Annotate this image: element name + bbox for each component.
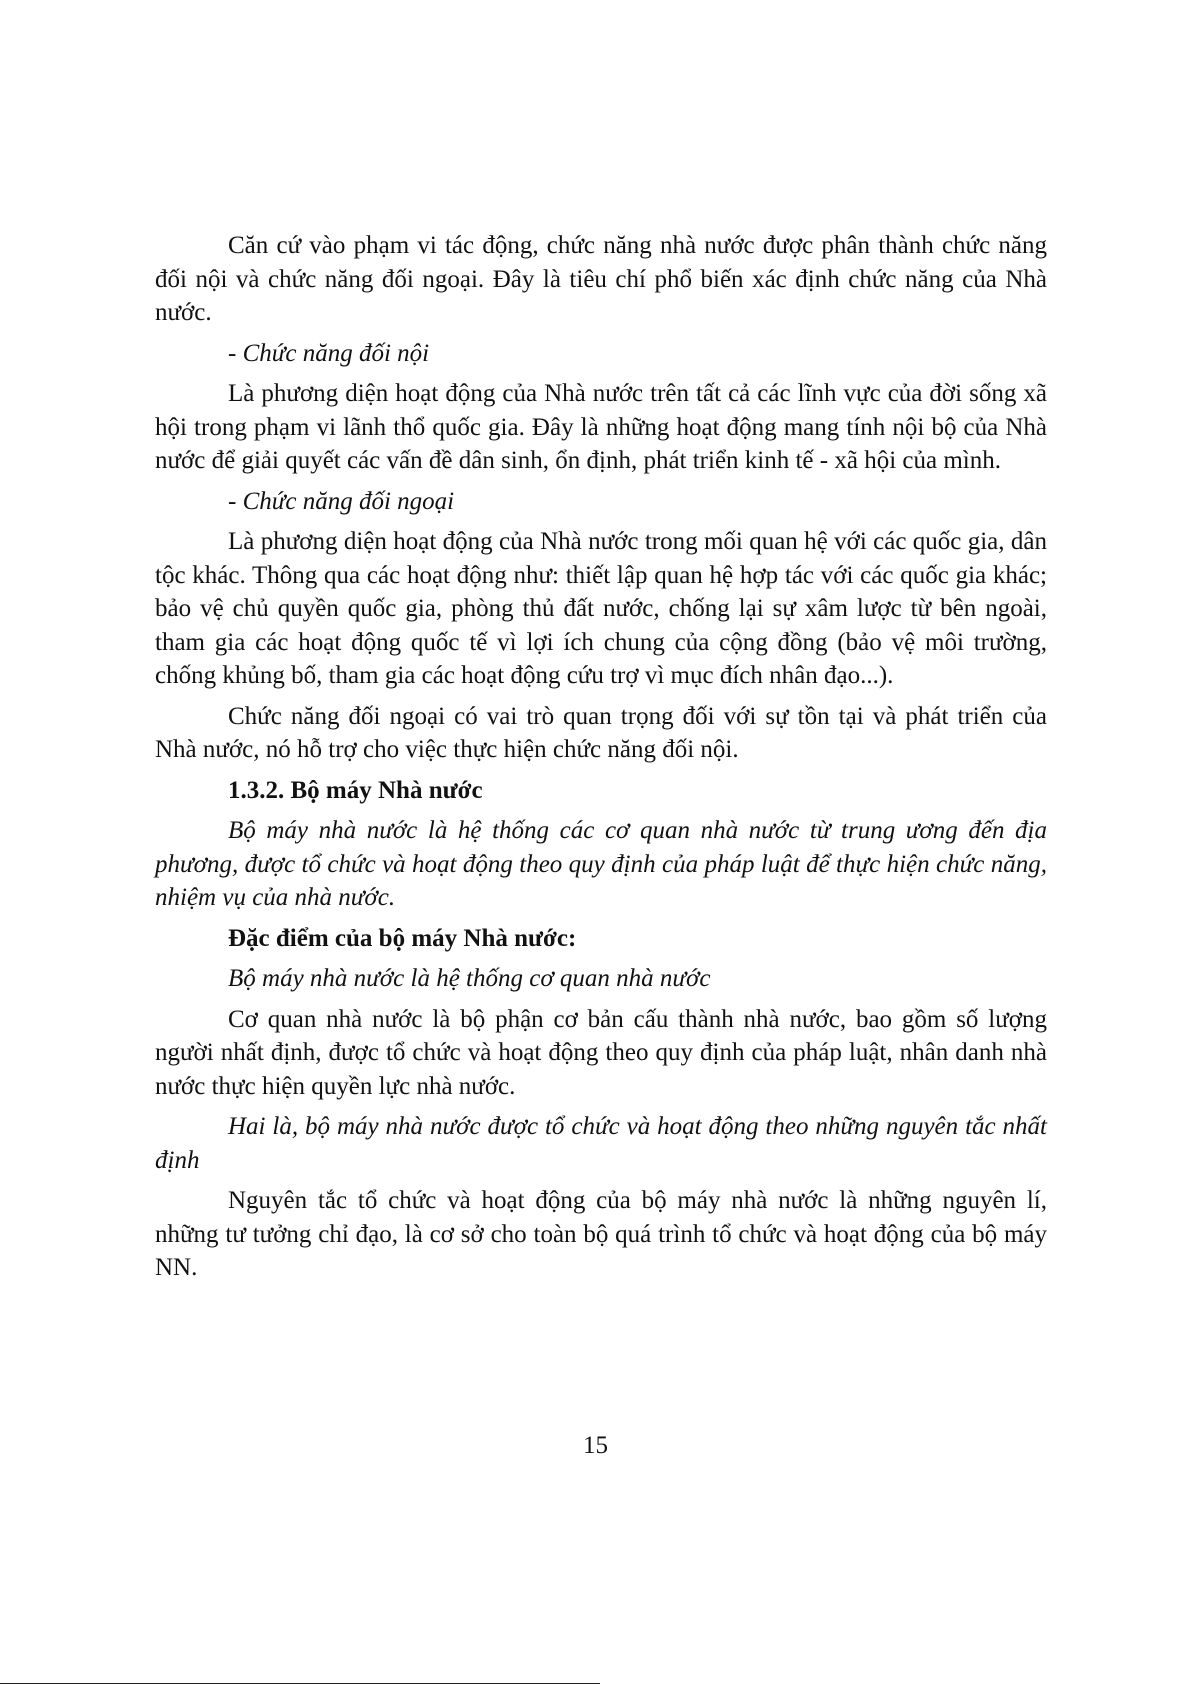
section-heading: 1.3.2. Bộ máy Nhà nước xyxy=(228,776,483,804)
feature-one-heading: Bộ máy nhà nước là hệ thống cơ quan nhà nước xyxy=(228,965,711,992)
paragraph-principles: Nguyên tắc tổ chức và hoạt động của bộ máy nhà nước là những nguyên lí, những tư tưởng chỉ đạo, là cơ sở cho toàn bộ quá trình tổ chức và hoạt động của bộ máy NN. xyxy=(155,1187,1047,1281)
paragraph-agency: Cơ quan nhà nước là bộ phận cơ bản cấu thành nhà nước, bao gồm số lượng người nhất định, được tổ chức và hoạt động theo quy định của pháp luật, nhân danh nhà nước thực hiện quyền lực nhà nước. xyxy=(155,1005,1047,1100)
paragraph-external-function: Là phương diện hoạt động của Nhà nước trong mối quan hệ với các quốc gia, dân tộc khác. Thông qua các hoạt động như: thiết lập quan hệ hợp tác với các quốc gia khác; bảo vệ chủ quyền quốc gia, phòng thủ đất nước, chống lại sự xâm lược từ bên ngoài, tham gia các hoạt động quốc tế vì lợi ích chung của cộng đồng (bảo vệ môi trường, chống khủng bố, tham gia các hoạt động cứu trợ vì mục đích nhân đạo...). xyxy=(155,528,1047,689)
features-heading: Đặc điểm của bộ máy Nhà nước: xyxy=(228,924,577,952)
definition-paragraph: Bộ máy nhà nước là hệ thống các cơ quan nhà nước từ trung ương đến địa phương, được tổ chức và hoạt động theo quy định của pháp luật để thực hiện chức năng, nhiệm vụ của nhà nước. xyxy=(155,817,1047,911)
paragraph-internal-function: Là phương diện hoạt động của Nhà nước trên tất cả các lĩnh vực của đời sống xã hội trong phạm vi lãnh thổ quốc gia. Đây là những hoạt động mang tính nội bộ của Nhà nước để giải quyết các vấn đề dân sinh, ổn định, phát triển kinh tế - xã hội của mình. xyxy=(155,380,1047,474)
paragraph-intro: Căn cứ vào phạm vi tác động, chức năng nhà nước được phân thành chức năng đối nội và chức năng đối ngoại. Đây là tiêu chí phổ biến xác định chức năng của Nhà nước. xyxy=(155,232,1047,326)
page-body xyxy=(155,229,1047,1285)
subheading-internal-function: - Chức năng đối nội xyxy=(228,339,430,367)
subheading-external-function: - Chức năng đối ngoại xyxy=(228,487,455,515)
feature-two-heading: Hai là, bộ máy nhà nước được tổ chức và hoạt động theo những nguyên tắc nhất định xyxy=(155,1113,1047,1174)
bottom-divider xyxy=(0,1683,600,1684)
page-number: 15 xyxy=(583,1432,608,1459)
paragraph-external-role: Chức năng đối ngoại có vai trò quan trọng đối với sự tồn tại và phát triển của Nhà nước, nó hỗ trợ cho việc thực hiện chức năng đối nội. xyxy=(155,702,1047,763)
